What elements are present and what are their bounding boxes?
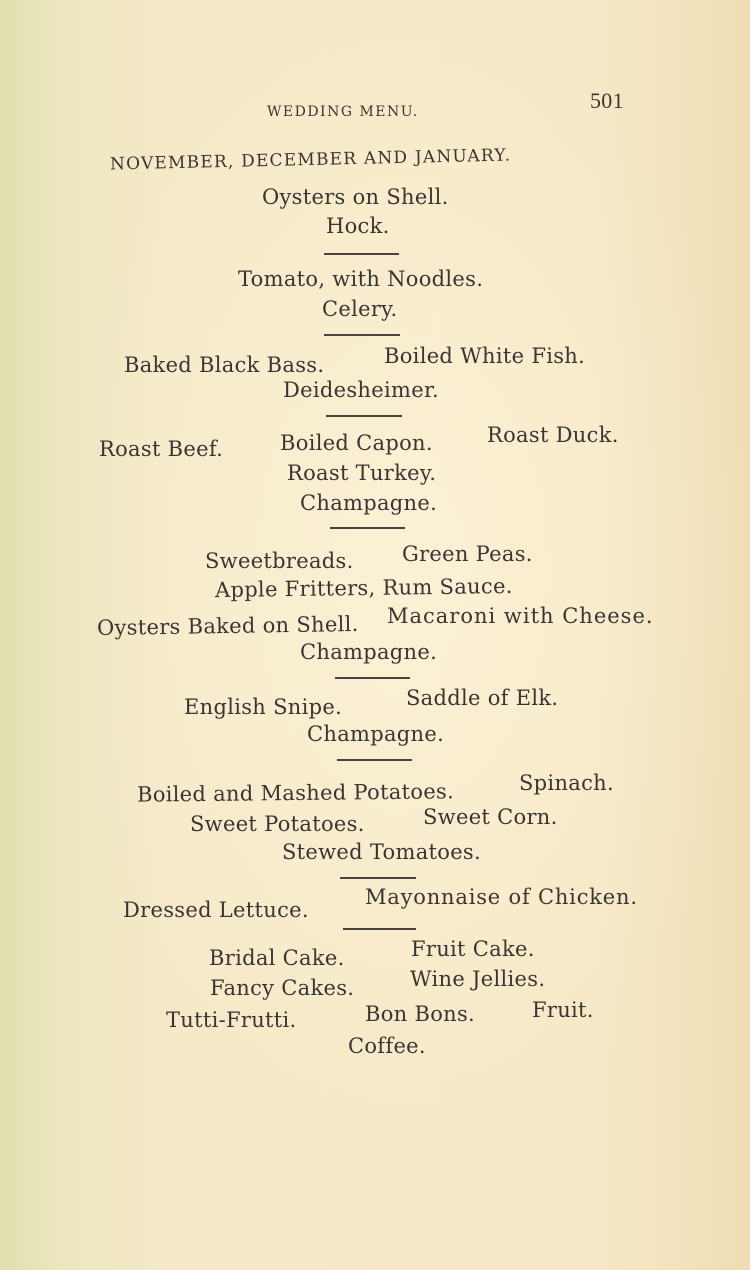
menu-item: Boiled White Fish. <box>384 344 586 368</box>
wine-item: Champagne. <box>307 722 445 746</box>
wine-item: Deidesheimer. <box>283 378 439 402</box>
menu-item: Roast Beef. <box>99 437 224 461</box>
menu-item: Apple Fritters, Rum Sauce. <box>214 573 513 603</box>
course-divider <box>330 527 405 529</box>
menu-item: Macaroni with Cheese. <box>387 604 654 628</box>
course-divider <box>340 877 416 879</box>
season-heading: NOVEMBER, DECEMBER AND JANUARY. <box>109 145 512 175</box>
menu-item: Sweet Potatoes. <box>190 812 365 836</box>
course-divider <box>324 334 400 336</box>
menu-item: Sweetbreads. <box>205 549 354 573</box>
menu-item: Saddle of Elk. <box>406 686 559 710</box>
course-divider <box>326 415 402 417</box>
menu-item: Mayonnaise of Chicken. <box>365 885 638 909</box>
course-divider <box>324 253 399 255</box>
menu-item: Bon Bons. <box>365 1002 476 1026</box>
menu-item: Baked Black Bass. <box>124 353 325 377</box>
menu-item: Sweet Corn. <box>423 805 558 829</box>
menu-item: Fancy Cakes. <box>210 976 355 1000</box>
page-number: 501 <box>590 88 624 113</box>
course-divider <box>337 759 412 761</box>
menu-item: Fruit. <box>532 998 594 1022</box>
menu-item: Dressed Lettuce. <box>123 898 309 922</box>
menu-item: Tomato, with Noodles. <box>238 267 484 291</box>
menu-item: Spinach. <box>519 771 614 795</box>
running-title: WEDDING MENU. <box>267 104 419 120</box>
course-divider <box>343 928 416 930</box>
wine-item: Champagne. <box>300 491 438 515</box>
menu-item: Roast Turkey. <box>287 461 437 485</box>
menu-item: Boiled and Mashed Potatoes. <box>136 779 455 807</box>
menu-item: Tutti-Frutti. <box>166 1008 297 1032</box>
menu-item: Oysters on Shell. <box>262 185 449 209</box>
wine-item: Champagne. <box>300 640 438 664</box>
menu-item: Bridal Cake. <box>209 946 345 970</box>
menu-item: Roast Duck. <box>487 423 619 447</box>
menu-item: Boiled Capon. <box>280 431 433 455</box>
menu-item: Coffee. <box>348 1034 426 1058</box>
menu-item: Green Peas. <box>402 542 533 566</box>
menu-item: Stewed Tomatoes. <box>282 840 481 864</box>
wine-item: Hock. <box>326 214 390 238</box>
menu-item: Fruit Cake. <box>411 937 535 961</box>
course-divider <box>335 677 410 679</box>
menu-item: Celery. <box>322 297 398 321</box>
menu-item: Oysters Baked on Shell. <box>96 611 359 641</box>
menu-item: Wine Jellies. <box>410 967 546 991</box>
menu-item: English Snipe. <box>184 695 343 719</box>
